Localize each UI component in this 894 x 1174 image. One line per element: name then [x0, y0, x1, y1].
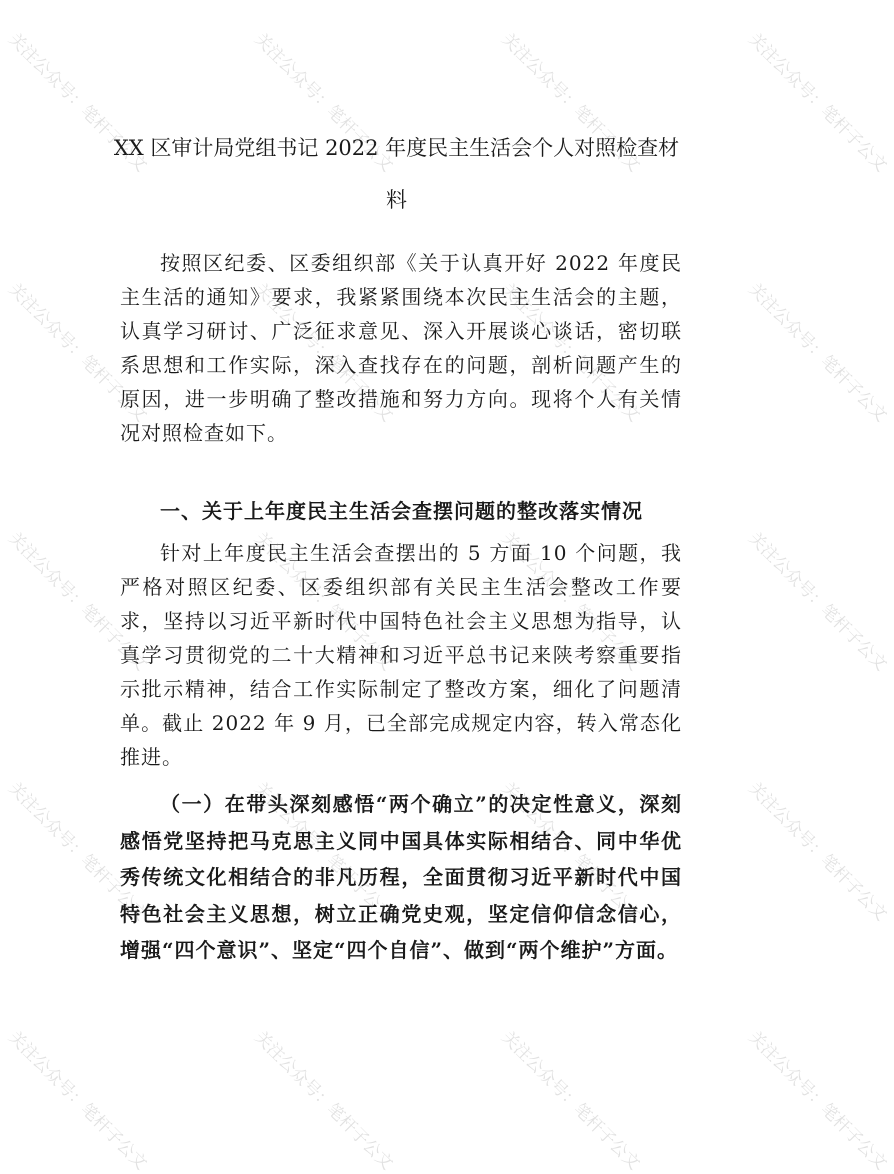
watermark: 关注公众号：笔杆子公文 — [744, 279, 891, 426]
watermark: 关注公众号：笔杆子公文 — [744, 29, 891, 176]
watermark: 关注公众号：笔杆子公文 — [4, 29, 151, 176]
watermark: 关注公众号：笔杆子公文 — [250, 29, 397, 176]
section-1-paragraph: 针对上年度民主生活会查摆出的 5 方面 10 个问题，我严格对照区纪委、区委组织部有关民主生活会整改工作要求，坚持以习近平新时代中国特色社会主义思想为指导，认真学习贯彻党的二十大精神和习近平总书记来陕考察重要指示批示精神，结合工作实际制定了整改方案，细化了问题清单。截止 2022 年 9 月，已全部完成规定内容，转入常态化推进。 — [120, 541, 682, 769]
watermark: 关注公众号：笔杆子公文 — [250, 1027, 397, 1174]
watermark: 关注公众号：笔杆子公文 — [497, 1027, 644, 1174]
watermark: 关注公众号：笔杆子公文 — [744, 1027, 891, 1174]
watermark: 关注公众号：笔杆子公文 — [497, 279, 644, 426]
watermark: 关注公众号：笔杆子公文 — [250, 279, 397, 426]
watermark: 关注公众号：笔杆子公文 — [250, 528, 397, 675]
watermark: 关注公众号：笔杆子公文 — [4, 778, 151, 925]
watermark: 关注公众号：笔杆子公文 — [497, 528, 644, 675]
watermark: 关注公众号：笔杆子公文 — [4, 1027, 151, 1174]
watermark: 关注公众号：笔杆子公文 — [497, 778, 644, 925]
watermark: 关注公众号：笔杆子公文 — [250, 778, 397, 925]
watermark: 关注公众号：笔杆子公文 — [497, 29, 644, 176]
watermark: 关注公众号：笔杆子公文 — [4, 279, 151, 426]
watermark: 关注公众号：笔杆子公文 — [4, 528, 151, 675]
section-heading-1: 一、关于上年度民主生活会查摆问题的整改落实情况 — [160, 499, 643, 523]
intro-paragraph: 按照区纪委、区委组织部《关于认真开好 2022 年度民主生活的通知》要求，我紧紧围绕本次民主生活会的主题，认真学习研讨、广泛征求意见、深入开展谈心谈话，密切联系思想和工作实际，深入查找存在的问题，剖析问题产生的原因，进一步明确了整改措施和努力方向。现将个人有关情况对照检查如下。 — [120, 251, 682, 445]
watermark: 关注公众号：笔杆子公文 — [744, 528, 891, 675]
watermark: 关注公众号：笔杆子公文 — [744, 778, 891, 925]
subsection-heading-1: （一）在带头深刻感悟“两个确立”的决定性意义，深刻感悟党坚持把马克思主义同中国具体实际相结合、同中华优秀传统文化相结合的非凡历程，全面贯彻习近平新时代中国特色社会主义思想，树立正确党史观，坚定信仰信念信心，增强“四个意识”、坚定“四个自信”、做到“两个维护”方面。 — [120, 792, 682, 962]
document-title: XX 区审计局党组书记 2022 年度民主生活会个人对照检查材料 — [113, 136, 680, 212]
